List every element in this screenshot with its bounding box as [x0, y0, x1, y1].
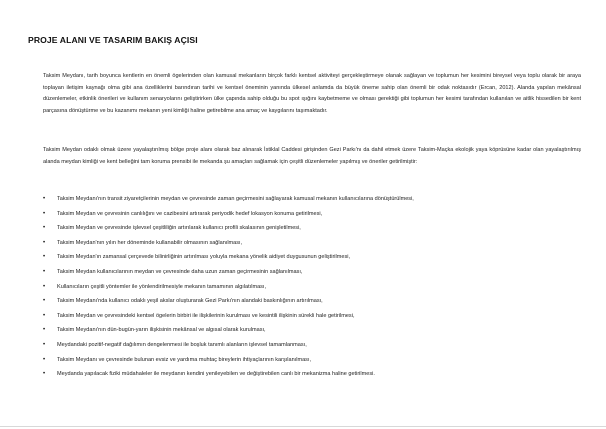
bullet-icon: • — [43, 312, 46, 319]
list-item-text: Taksim Meydan ve çevresinde işlevsel çeşitliliğin artırılarak kullanıcı profili skalasının genişletilmesi, — [57, 225, 301, 232]
list-item-text: Taksim Meydanı ve çevresinde bulunan evsiz ve yardıma muhtaç bireylerin ihtiyaçlarının karşılanılması, — [57, 356, 312, 363]
list-item — [43, 338, 583, 353]
list-item — [43, 323, 583, 338]
bullet-icon: • — [43, 356, 46, 363]
list-item-text: Taksim Meydan'ın zamansal çerçevede bilinirliğinin artırılması yoluyla mekana yönelik aidiyet duygusunun geliştirilmesi, — [57, 254, 351, 261]
project-area-paragraph: Taksim Meydan odaklı olmak üzere yayalaştırılmış bölge proje alanı olarak baz alınarak İstiklal Caddesi girişinden Gezi Parkı'nı da dahil etmek üzere Taksim-Maçka ekolojik yaya köprüsüne kadar olan yayalaştırılmış alanda meydan kimliği ve kent belleğini tam koruma prensibi ile mekanda şu amaçları sağlamak için çeşitli düzenlemeler yapılmış ve öneriler getirilmiştir: — [43, 147, 581, 165]
list-item-text: Taksim Meydan ve çevresinin canlılığını ve cazibesini artırarak periyodik hedef lokasyon konuma getirilmesi, — [57, 210, 323, 217]
page-bottom-divider — [0, 426, 606, 427]
bullet-icon: • — [43, 371, 46, 378]
bullet-icon: • — [43, 225, 46, 232]
bullet-icon: • — [43, 269, 46, 276]
bullet-icon: • — [43, 298, 46, 305]
bullet-icon: • — [43, 327, 46, 334]
goals-list — [43, 192, 583, 382]
bullet-icon: • — [43, 239, 46, 246]
list-item-text: Taksim Meydanı'nın transit ziyaretçilerinin meydan ve çevresinde zaman geçirmesini sağlayarak kamusal mekanın kullanıcılarına dönüştürülmesi, — [57, 196, 414, 202]
list-item-text: Taksim Meydan kullanıcılarının meydan ve çevresinde daha uzun zaman geçirmesinin sağlanılması, — [57, 269, 303, 276]
list-item-text: Taksim Meydanı'nın dün-bugün-yarın ilişkisinin mekânsal ve algısal olarak kurulması, — [57, 327, 266, 334]
list-item — [43, 192, 583, 207]
list-item-text: Meydanda yapılacak fiziki müdahaleler ile meydanın kendini yenileyebilen ve değiştirebilen canlı bir mekanizma haline getirilmesi. — [57, 371, 375, 378]
bullet-icon: • — [43, 254, 46, 261]
list-item-text: Kullanıcıların çeşitli yöntemler ile yönlendirilmesiyle mekanın tamamının algılatılması, — [57, 283, 267, 290]
section-title: PROJE ALANI VE TASARIM BAKIŞ AÇISI — [28, 35, 198, 45]
list-item — [43, 207, 583, 222]
list-item — [43, 309, 583, 324]
list-item — [43, 367, 583, 382]
list-item-text: Taksim Meydan ve çevresindeki kentsel ögelerin birbiri ile ilişkilerinin kurulması ve kesintili ilişkinin sürekli hale getirilmesi, — [57, 312, 355, 319]
list-item — [43, 236, 583, 251]
bullet-icon: • — [43, 342, 46, 349]
intro-paragraph: Taksim Meydanı, tarih boyunca kentlerin en önemli ögelerinden olan kamusal mekanların birçok farklı kentsel aktiviteyi gerçekleştirmeye olanak sağlayan ve toplumun her kesimini bireysel veya toplu olarak bir araya toplayan iletişim kaynağı olma gibi ana özelliklerini barındıran tarihi ve kentsel öneminin yanında ülkesel anlamda da büyük öneme sahip olan önemli bir odak noktasıdır (Ercan, 2012). Alanda yapılan mekânsal düzenlemeler, etkinlik önerileri ve kullanım senaryolarını geliştirirken ülke çapında sahip olduğu bu spot ışığını kaybetmeme ve olması gerektiği gibi toplumun her kesimi tarafından kullanılan ve aitlik hissedilen bir kent parçasına dönüştürme ve bu kazanımı mekanın yeni kimliği haline getirebilme ana amaç ve kaygılarını taşımaktadır. — [43, 73, 581, 114]
bullet-icon: • — [43, 196, 46, 202]
list-item — [43, 265, 583, 280]
list-item — [43, 280, 583, 295]
list-item — [43, 353, 583, 368]
bullet-icon: • — [43, 283, 46, 290]
list-item-text: Taksim Meydan'nın yılın her döneminde kullanabilir olmasının sağlanılması, — [57, 239, 243, 246]
list-item-text: Meydandaki pozitif-negatif dağılımın dengelenmesi ile boşluk tanımlı alanların işlevsel tamamlanması, — [57, 342, 307, 349]
bullet-icon: • — [43, 210, 46, 217]
list-item — [43, 294, 583, 309]
list-item — [43, 221, 583, 236]
list-item — [43, 250, 583, 265]
list-item-text: Taksim Meydanı'nda kullanıcı odaklı yeşil akslar oluşturarak Gezi Parkı'nın alandaki baskınlığının artırılması, — [57, 298, 323, 305]
